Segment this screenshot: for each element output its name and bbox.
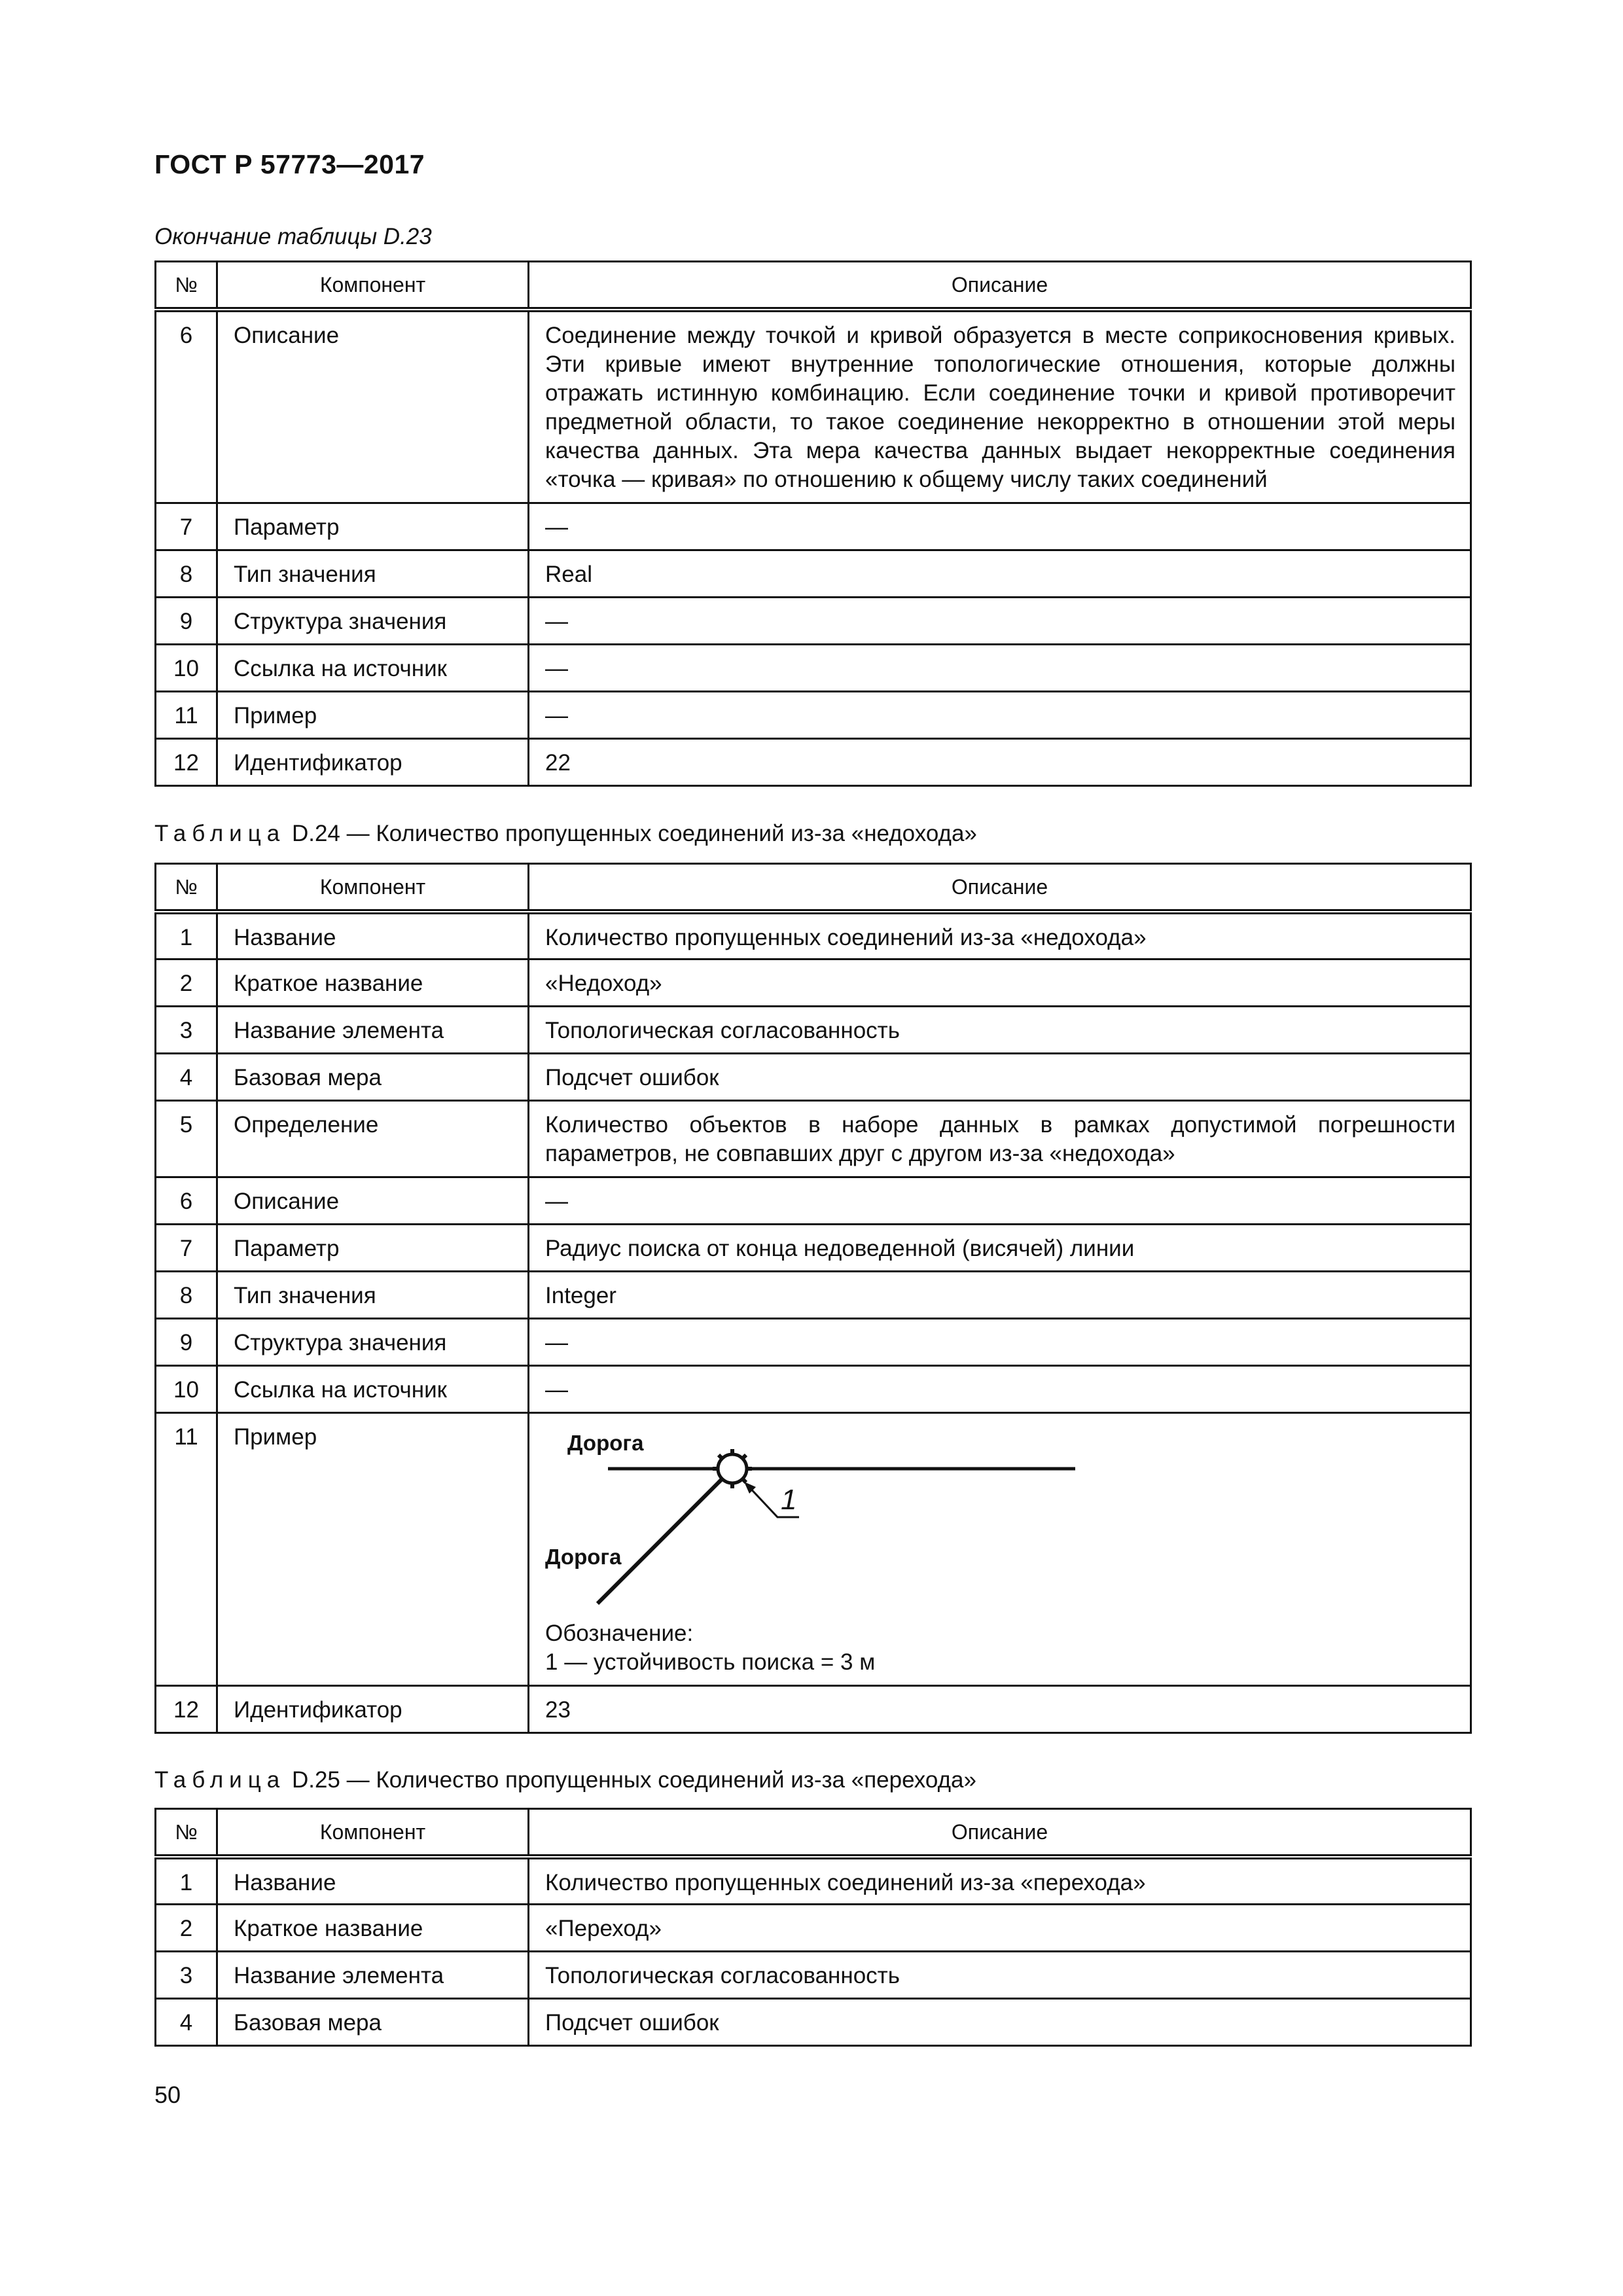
row-description: Количество объектов в наборе данных в рамках допустимой погрешности параметров, не совпавших друг с другом из-за «недохода» xyxy=(529,1100,1471,1177)
table-row xyxy=(156,1271,1471,1318)
row-number: 1 xyxy=(156,912,217,959)
row-description: — xyxy=(529,503,1471,550)
row-description: — xyxy=(529,645,1471,692)
column-header-description: Описание xyxy=(529,864,1471,912)
callout-number: 1 xyxy=(781,1483,797,1516)
row-description: Соединение между точкой и кривой образуется в месте соприкосновения кривых. Эти кривые имеют внутренние топологические отношения, которые должны отражать истинную комбинацию. Если соединение точки и кривой противоречит предметной области, то такое соединение некорректно в отношении этой меры качества данных. Эта мера качества данных выдает некорректные соединения «точка — кривая» по отношению к общему числу таких соединений xyxy=(529,310,1471,503)
row-number: 11 xyxy=(156,1412,217,1685)
column-header-description: Описание xyxy=(529,262,1471,310)
row-description: Количество пропущенных соединений из-за «перехода» xyxy=(529,1857,1471,1904)
column-header-component: Компонент xyxy=(217,1809,529,1857)
table-row xyxy=(156,310,1471,503)
table-header-row xyxy=(156,864,1471,912)
row-description: — xyxy=(529,598,1471,645)
row-number: 9 xyxy=(156,1318,217,1365)
row-number: 10 xyxy=(156,645,217,692)
table-row xyxy=(156,1365,1471,1412)
column-header-number: № xyxy=(156,864,217,912)
row-component: Базовая мера xyxy=(217,1053,529,1100)
row-component: Название элемента xyxy=(217,1951,529,1998)
row-number: 12 xyxy=(156,739,217,786)
row-component: Структура значения xyxy=(217,1318,529,1365)
table-row xyxy=(156,503,1471,550)
row-description: — xyxy=(529,1177,1471,1224)
table-row xyxy=(156,1412,1471,1685)
row-description: 22 xyxy=(529,739,1471,786)
row-number: 4 xyxy=(156,1998,217,2045)
table-d23-caption: Окончание таблицы D.23 xyxy=(154,224,432,249)
legend-item: 1 — устойчивость поиска = 3 м xyxy=(545,1649,876,1675)
table-d23-end xyxy=(154,260,1472,787)
row-description: «Переход» xyxy=(529,1904,1471,1951)
row-component: Тип значения xyxy=(217,550,529,598)
row-number: 10 xyxy=(156,1365,217,1412)
row-description: Real xyxy=(529,550,1471,598)
column-header-number: № xyxy=(156,1809,217,1857)
row-number: 8 xyxy=(156,550,217,598)
row-description: Радиус поиска от конца недоведенной (висячей) линии xyxy=(529,1224,1471,1271)
row-component: Ссылка на источник xyxy=(217,1365,529,1412)
row-component: Название xyxy=(217,1857,529,1904)
row-description: — xyxy=(529,1365,1471,1412)
row-component: Идентификатор xyxy=(217,1685,529,1732)
table-row xyxy=(156,912,1471,959)
search-radius-circle xyxy=(713,1449,752,1488)
row-description: Integer xyxy=(529,1271,1471,1318)
row-description: — xyxy=(529,1318,1471,1365)
table-d24-caption xyxy=(154,821,977,847)
row-number: 3 xyxy=(156,1951,217,1998)
row-component: Параметр xyxy=(217,1224,529,1271)
row-component: Описание xyxy=(217,310,529,503)
row-component: Краткое название xyxy=(217,1904,529,1951)
example-figure-cell xyxy=(529,1412,1471,1685)
row-number: 7 xyxy=(156,503,217,550)
table-row xyxy=(156,1053,1471,1100)
row-component: Определение xyxy=(217,1100,529,1177)
road-diagonal-dangling xyxy=(597,1478,723,1604)
table-caption-prefix: Таблица xyxy=(154,821,286,846)
row-component: Пример xyxy=(217,1412,529,1685)
table-caption-text: D.24 — Количество пропущенных соединений из-за «недохода» xyxy=(291,821,977,846)
table-row xyxy=(156,1318,1471,1365)
table-row xyxy=(156,1998,1471,2045)
table-row xyxy=(156,1685,1471,1732)
row-description: Топологическая согласованность xyxy=(529,1006,1471,1053)
row-number: 1 xyxy=(156,1857,217,1904)
figure-legend xyxy=(545,1619,1455,1677)
column-header-description: Описание xyxy=(529,1809,1471,1857)
table-row xyxy=(156,1224,1471,1271)
table-d24 xyxy=(154,863,1472,1734)
table-row xyxy=(156,1904,1471,1951)
table-d25-caption xyxy=(154,1767,976,1793)
road-label-bottom: Дорога xyxy=(545,1544,622,1569)
row-description: — xyxy=(529,692,1471,739)
column-header-component: Компонент xyxy=(217,864,529,912)
row-component: Параметр xyxy=(217,503,529,550)
row-component: Структура значения xyxy=(217,598,529,645)
row-component: Ссылка на источник xyxy=(217,645,529,692)
table-header-row xyxy=(156,262,1471,310)
row-number: 6 xyxy=(156,1177,217,1224)
table-caption-text: D.25 — Количество пропущенных соединений из-за «перехода» xyxy=(291,1767,976,1793)
road-undershoot-figure xyxy=(545,1419,1082,1613)
row-component: Идентификатор xyxy=(217,739,529,786)
row-description: 23 xyxy=(529,1685,1471,1732)
page-number: 50 xyxy=(154,2081,181,2108)
row-component: Пример xyxy=(217,692,529,739)
column-header-number: № xyxy=(156,262,217,310)
table-row xyxy=(156,1006,1471,1053)
row-number: 11 xyxy=(156,692,217,739)
table-d25 xyxy=(154,1808,1472,2047)
column-header-component: Компонент xyxy=(217,262,529,310)
row-number: 7 xyxy=(156,1224,217,1271)
row-component: Краткое название xyxy=(217,959,529,1006)
table-row xyxy=(156,598,1471,645)
row-number: 2 xyxy=(156,959,217,1006)
row-description: «Недоход» xyxy=(529,959,1471,1006)
row-component: Тип значения xyxy=(217,1271,529,1318)
table-row xyxy=(156,959,1471,1006)
table-row xyxy=(156,550,1471,598)
row-description: Подсчет ошибок xyxy=(529,1053,1471,1100)
row-number: 5 xyxy=(156,1100,217,1177)
table-row xyxy=(156,645,1471,692)
table-row xyxy=(156,739,1471,786)
document-standard-header: ГОСТ Р 57773—2017 xyxy=(154,149,425,179)
row-number: 4 xyxy=(156,1053,217,1100)
table-caption-prefix: Таблица xyxy=(154,1767,286,1793)
table-row xyxy=(156,1857,1471,1904)
row-component: Название xyxy=(217,912,529,959)
row-number: 12 xyxy=(156,1685,217,1732)
row-component: Базовая мера xyxy=(217,1998,529,2045)
row-number: 9 xyxy=(156,598,217,645)
row-number: 3 xyxy=(156,1006,217,1053)
undershoot-diagram xyxy=(545,1419,1082,1613)
table-row xyxy=(156,1100,1471,1177)
row-number: 8 xyxy=(156,1271,217,1318)
legend-title: Обозначение: xyxy=(545,1620,694,1646)
table-row xyxy=(156,1177,1471,1224)
road-label-top: Дорога xyxy=(567,1430,644,1455)
row-description: Подсчет ошибок xyxy=(529,1998,1471,2045)
row-number: 2 xyxy=(156,1904,217,1951)
table-row xyxy=(156,1951,1471,1998)
row-component: Описание xyxy=(217,1177,529,1224)
row-number: 6 xyxy=(156,310,217,503)
row-description: Количество пропущенных соединений из-за «недохода» xyxy=(529,912,1471,959)
row-description: Топологическая согласованность xyxy=(529,1951,1471,1998)
row-component: Название элемента xyxy=(217,1006,529,1053)
table-row xyxy=(156,692,1471,739)
table-header-row xyxy=(156,1809,1471,1857)
